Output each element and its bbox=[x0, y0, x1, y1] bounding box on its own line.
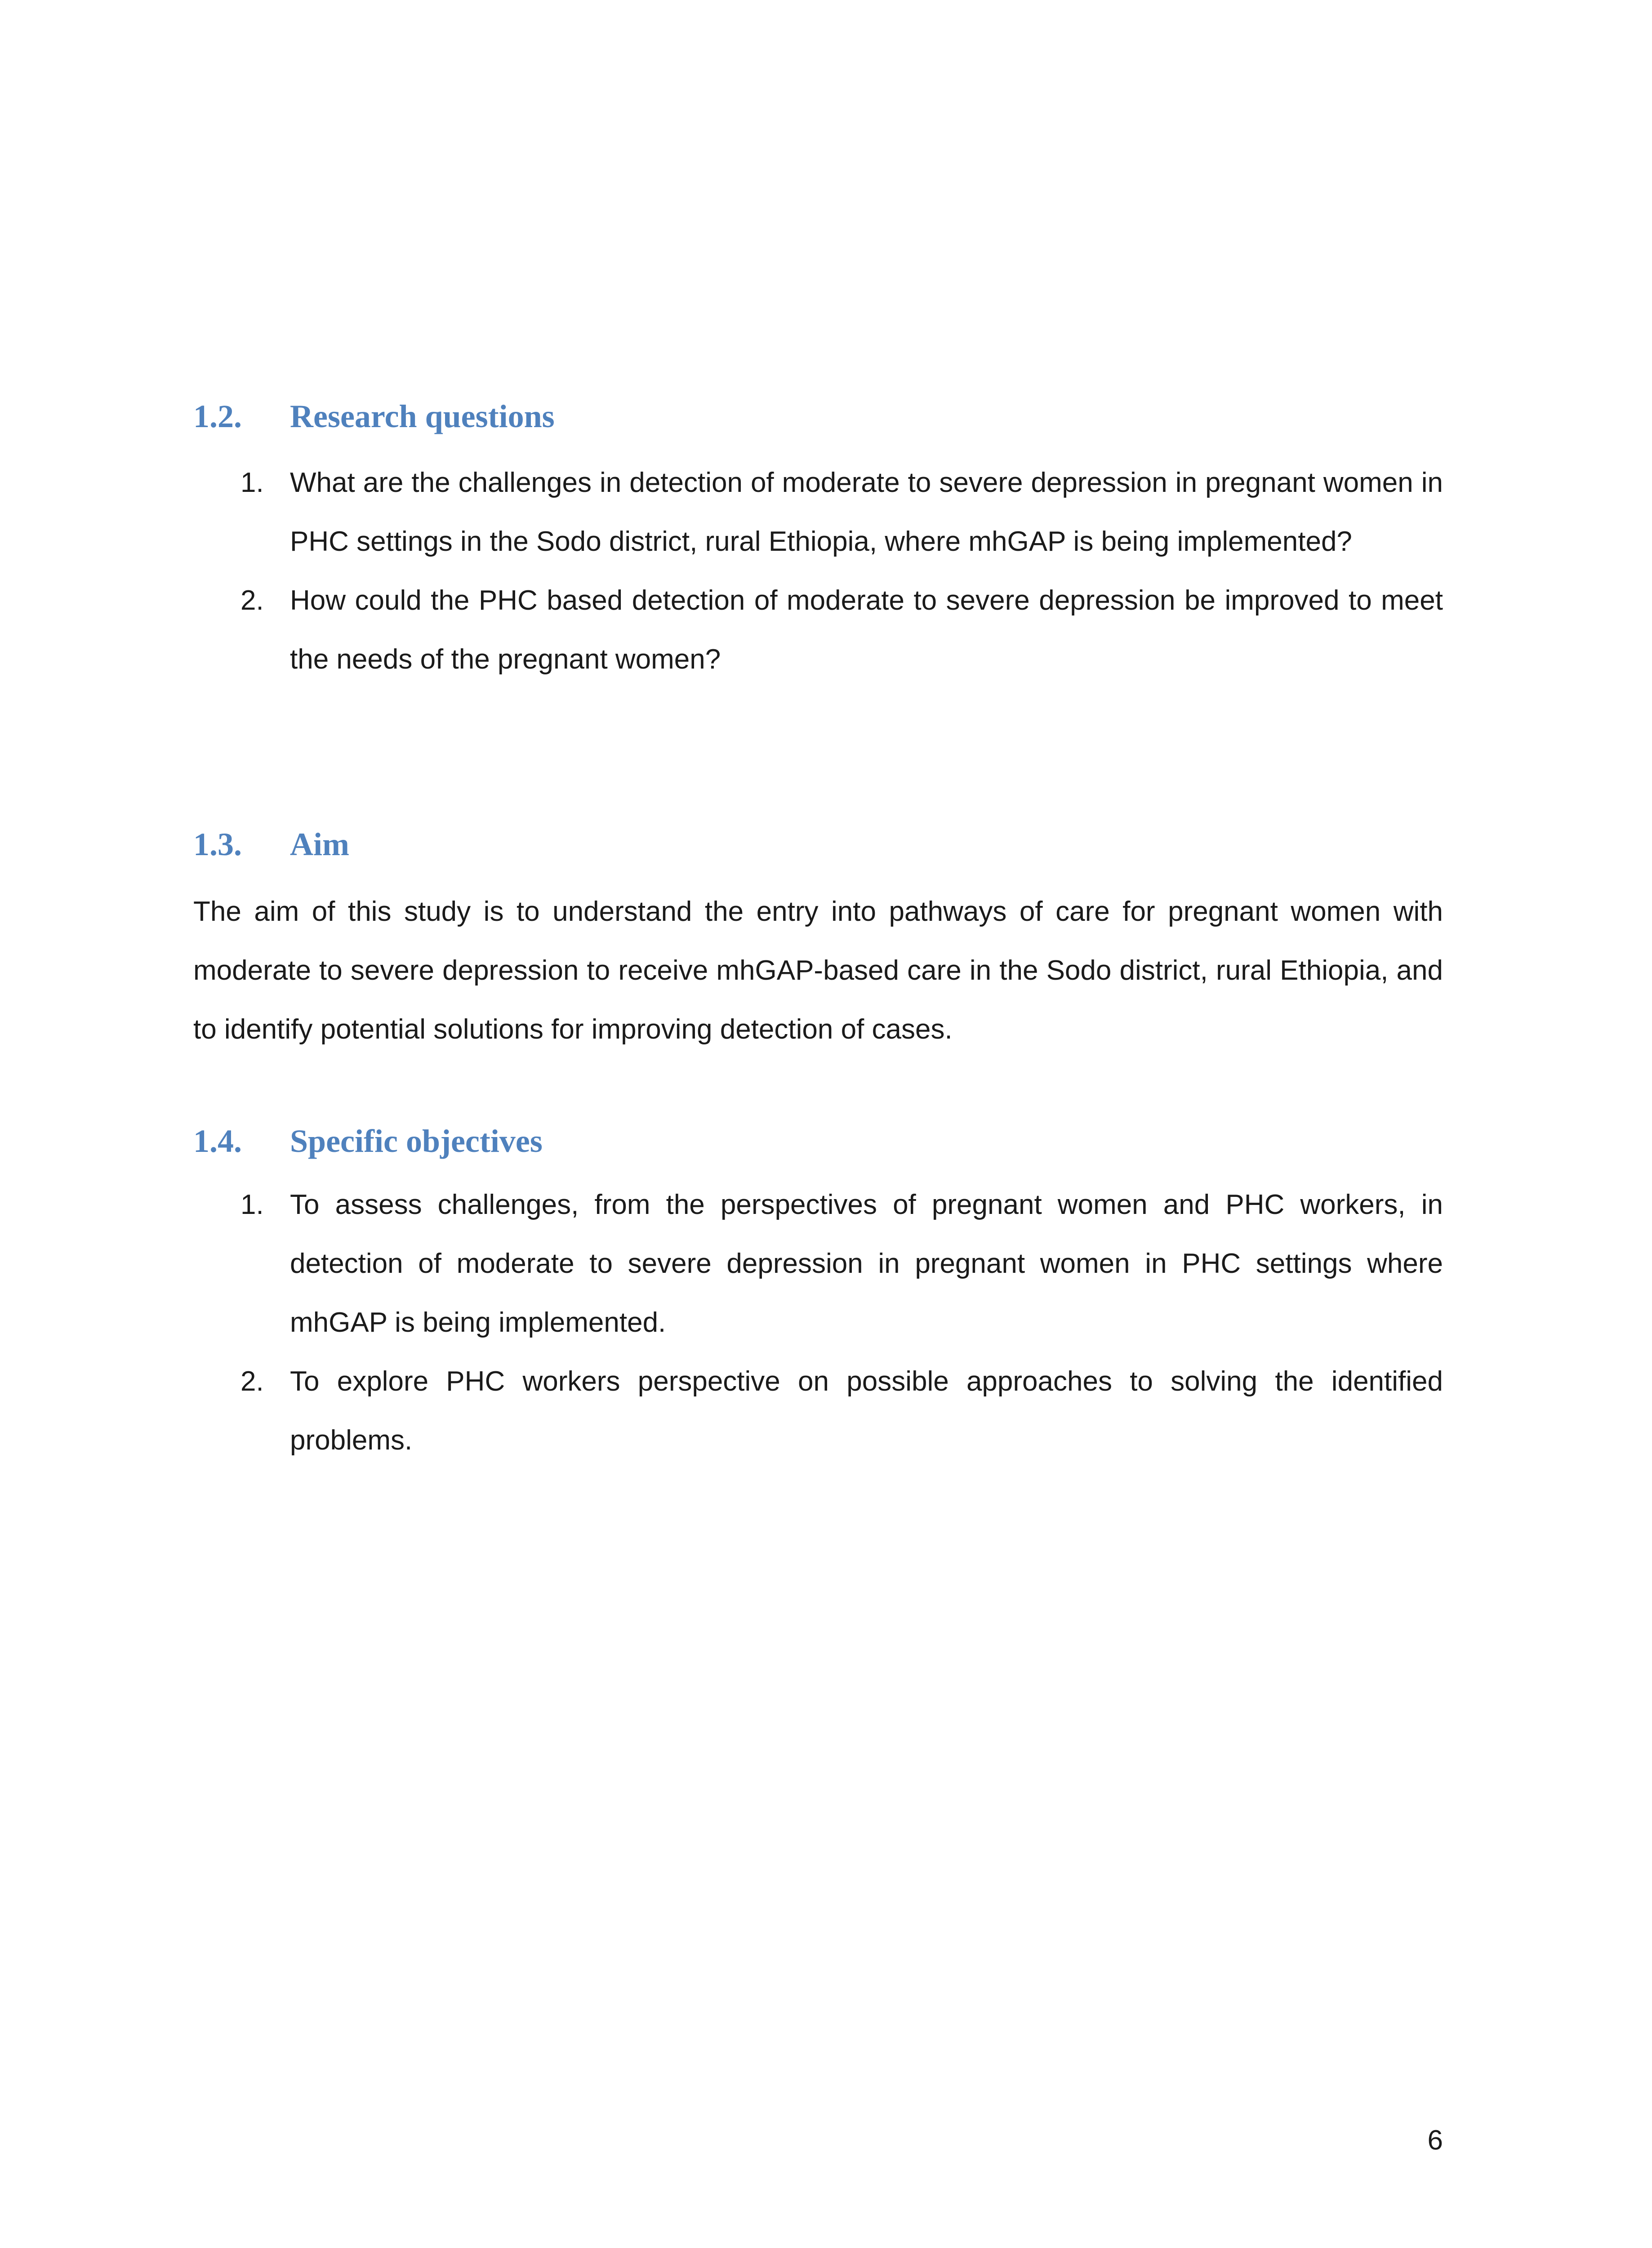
document-page bbox=[193, 0, 1443, 2248]
list-marker: 2. bbox=[240, 1366, 264, 1397]
list-item-text: What are the challenges in detection of moderate to severe depression in pregnant women in PHC settings in the Sodo district, rural Ethiopia, where mhGAP is being implemented? bbox=[290, 467, 1443, 557]
list-item-text: To assess challenges, from the perspectives of pregnant women and PHC workers, in detection of moderate to severe depression in pregnant women in PHC settings where mhGAP is being implemented. bbox=[290, 1189, 1443, 1338]
aim-paragraph: The aim of this study is to understand the entry into pathways of care for pregnant women with moderate to severe depression to receive mhGAP-based care in the Sodo district, rural Ethiopia, and to identify potential solutions for improving detection of cases. bbox=[193, 896, 1443, 1045]
list-marker: 1. bbox=[240, 1189, 264, 1220]
heading-number: 1.4. bbox=[193, 1123, 242, 1159]
heading-specific-objectives bbox=[193, 1125, 543, 1157]
list-marker: 1. bbox=[240, 467, 264, 498]
list-item bbox=[193, 453, 1443, 571]
heading-research-questions bbox=[193, 400, 555, 433]
heading-title: Aim bbox=[290, 826, 349, 862]
list-item-text: How could the PHC based detection of moderate to severe depression be improved to meet the needs of the pregnant women? bbox=[290, 585, 1443, 675]
specific-objectives-list bbox=[193, 1175, 1443, 1470]
list-item bbox=[193, 1352, 1443, 1470]
heading-aim bbox=[193, 828, 349, 861]
heading-title: Specific objectives bbox=[290, 1123, 543, 1159]
list-marker: 2. bbox=[240, 585, 264, 616]
research-questions-list bbox=[193, 453, 1443, 689]
heading-number: 1.3. bbox=[193, 826, 242, 862]
page-number: 6 bbox=[1427, 2125, 1443, 2156]
heading-number: 1.2. bbox=[193, 398, 242, 434]
list-item bbox=[193, 1175, 1443, 1352]
list-item bbox=[193, 571, 1443, 689]
list-item-text: To explore PHC workers perspective on possible approaches to solving the identified problems. bbox=[290, 1366, 1443, 1456]
heading-title: Research questions bbox=[290, 398, 555, 434]
